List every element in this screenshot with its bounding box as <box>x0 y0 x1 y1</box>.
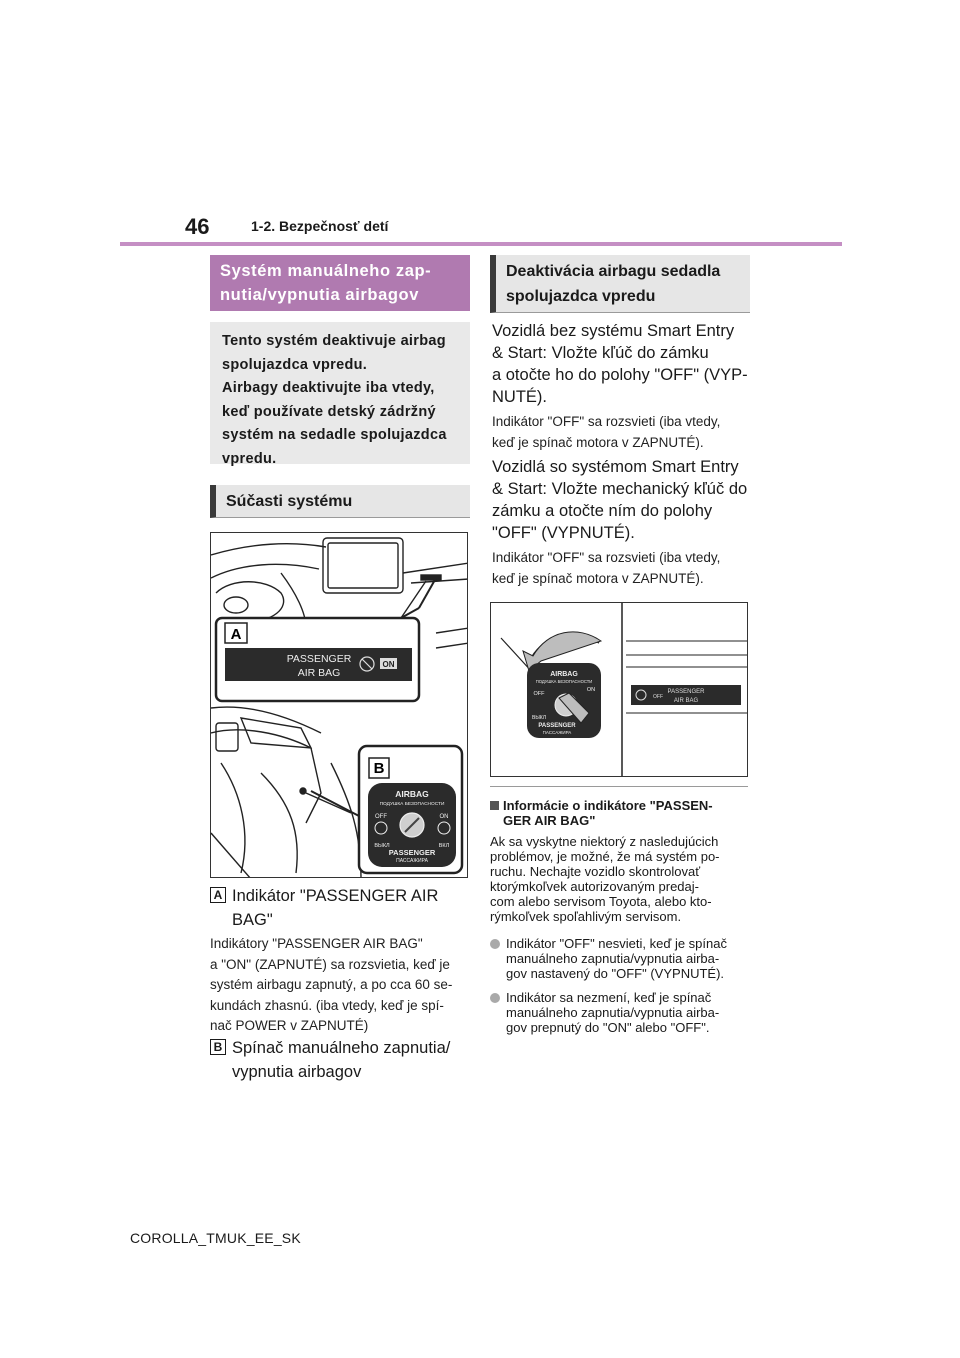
note-1 <box>492 412 754 453</box>
switch-bottom-ru-right: ПАССАЖИРА <box>542 730 572 735</box>
item-a-title-line2: BAG" <box>232 911 273 929</box>
switch-off: OFF <box>375 814 387 820</box>
paragraph-with-smart-entry <box>492 456 754 544</box>
para-line: a otočte ho do polohy "OFF" (VYP- <box>492 366 748 384</box>
intro-line: Airbagy deaktivujte iba vtedy, <box>222 380 435 396</box>
switch-bottom-right: PASSENGER <box>538 723 576 729</box>
intro-box <box>210 322 470 467</box>
desc-line: nač POWER v ZAPNUTÉ) <box>210 1018 369 1033</box>
switch-off-ru: ВЫКЛ <box>374 843 390 849</box>
switch-top-ru-right: ПОДУШКА БЕЗОПАСНОСТИ <box>535 679 593 684</box>
switch-on: ON <box>439 814 449 820</box>
badge-a: A <box>210 887 226 903</box>
info-line: com alebo servisom Toyota, alebo kto- <box>490 894 712 909</box>
desc-line: a "ON" (ZAPNUTÉ) sa rozsvietia, keď je <box>210 956 450 972</box>
document-code: COROLLA_TMUK_EE_SK <box>130 1230 301 1246</box>
bullet-line: manuálneho zapnutia/vypnutia airba- <box>506 951 720 966</box>
bullet-item <box>490 936 752 981</box>
desc-line: kundách zhasnú. (iba vtedy, keď je spí- <box>210 997 444 1013</box>
item-b-title-line1: Spínač manuálneho zapnutia/ <box>232 1039 451 1057</box>
info-line: ktorýmkoľvek autorizovaným predaj- <box>490 879 699 894</box>
square-bullet-icon <box>490 801 499 810</box>
note-line: keď je spínač motora v ZAPNUTÉ). <box>492 434 704 450</box>
bullet-line: manuálneho zapnutia/vypnutia airba- <box>506 1005 720 1020</box>
intro-line: Tento systém deaktivuje airbag <box>222 333 446 349</box>
item-b-title <box>210 1036 472 1084</box>
switch-top-ru: ПОДУШКА БЕЗОПАСНОСТИ <box>379 802 445 807</box>
desc-line: Indikátory "PASSENGER AIR BAG" <box>210 936 423 951</box>
main-heading-line2: nutia/vypnutia airbagov <box>220 286 419 304</box>
note-line: Indikátor "OFF" sa rozsvieti (iba vtedy, <box>492 550 721 565</box>
item-a-description <box>210 934 472 1037</box>
bullet-line: Indikátor sa nezmení, keď je spínač <box>506 990 712 1005</box>
note-2 <box>492 548 754 589</box>
switch-on-right: ON <box>586 687 596 693</box>
switch-top: AIRBAG <box>395 789 429 799</box>
deactivation-heading-line2: spolujazdca vpredu <box>506 288 656 305</box>
info-heading <box>490 798 752 828</box>
bullet-item <box>490 990 752 1035</box>
indicator-off-label: OFF <box>653 694 663 700</box>
info-body <box>490 834 752 924</box>
intro-line: spolujazdca vpredu. <box>222 356 368 373</box>
bullet-dot-icon <box>490 993 500 1003</box>
para-line: "OFF" (VYPNUTÉ). <box>492 524 635 542</box>
para-line: zámku a otočte ním do polohy <box>492 502 713 520</box>
bullet-line: gov nastavený do "OFF" (VYPNUTÉ). <box>506 966 725 981</box>
bullet-line: Indikátor "OFF" nesvieti, keď je spínač <box>506 936 727 951</box>
item-a-title <box>210 884 472 932</box>
info-line: Ak sa vyskytne niektorý z nasledujúcich <box>490 834 719 849</box>
system-components-figure <box>210 532 468 878</box>
paragraph-without-smart-entry <box>492 320 754 408</box>
main-heading-line1: Systém manuálneho zap- <box>220 262 432 280</box>
item-b-title-line2: vypnutia airbagov <box>232 1063 362 1081</box>
para-line: Vozidlá bez systému Smart Entry <box>492 322 735 340</box>
indicator-line2-right: AIR BAG <box>673 698 699 704</box>
header-rule <box>120 242 842 246</box>
switch-on-ru: ВКЛ <box>438 843 450 849</box>
intro-line: vpredu. <box>222 450 277 467</box>
intro-line: keď používate detský zádržný <box>222 403 436 420</box>
components-heading: Súčasti systému <box>210 485 470 518</box>
main-heading <box>210 255 470 311</box>
bullet-line: gov prepnutý do "ON" alebo "OFF". <box>506 1020 710 1035</box>
callout-a-letter: A <box>230 626 242 643</box>
callout-b-letter: B <box>373 760 385 777</box>
page-number: 46 <box>185 214 210 239</box>
info-line: rýmkoľvek spoľahlivým servisom. <box>490 909 682 924</box>
figure-rule <box>490 786 748 787</box>
deactivation-heading-line1: Deaktivácia airbagu sedadla <box>506 263 721 280</box>
info-heading-line: Informácie o indikátore "PASSEN- <box>503 798 713 813</box>
deactivation-heading <box>490 255 750 313</box>
switch-off-right: OFF <box>533 691 545 697</box>
para-line: Vozidlá so systémom Smart Entry <box>492 458 739 476</box>
indicator-on-label: ON <box>382 660 395 669</box>
info-heading-line: GER AIR BAG" <box>503 813 596 828</box>
note-line: keď je spínač motora v ZAPNUTÉ). <box>492 570 704 586</box>
switch-off-figure <box>490 602 748 777</box>
desc-line: systém airbagu zapnutý, a po cca 60 se- <box>210 977 453 992</box>
switch-bottom-ru: ПАССАЖИРА <box>396 858 428 864</box>
indicator-line2: AIR BAG <box>297 667 341 679</box>
indicator-line1-right: PASSENGER <box>667 689 705 695</box>
bullet-dot-icon <box>490 939 500 949</box>
para-line: & Start: Vložte mechanický kľúč do <box>492 480 748 498</box>
section-title: 1-2. Bezpečnosť detí <box>251 218 389 234</box>
item-a-title-line1: Indikátor "PASSENGER AIR <box>232 887 439 905</box>
intro-line: systém na sedadle spolujazdca <box>222 427 447 443</box>
info-line: ruchu. Nechajte vozidlo skontrolovať <box>490 864 701 879</box>
note-line: Indikátor "OFF" sa rozsvieti (iba vtedy, <box>492 414 721 429</box>
switch-top-right: AIRBAG <box>550 671 578 678</box>
badge-b: B <box>210 1039 226 1055</box>
info-line: problémov, je možné, že má systém po- <box>490 849 720 864</box>
para-line: & Start: Vložte kľúč do zámku <box>492 344 709 362</box>
para-line: NUTÉ). <box>492 388 547 406</box>
switch-off-ru-right: ВЫКЛ <box>532 715 546 721</box>
indicator-line1: PASSENGER <box>286 653 352 665</box>
switch-bottom: PASSENGER <box>388 848 436 857</box>
